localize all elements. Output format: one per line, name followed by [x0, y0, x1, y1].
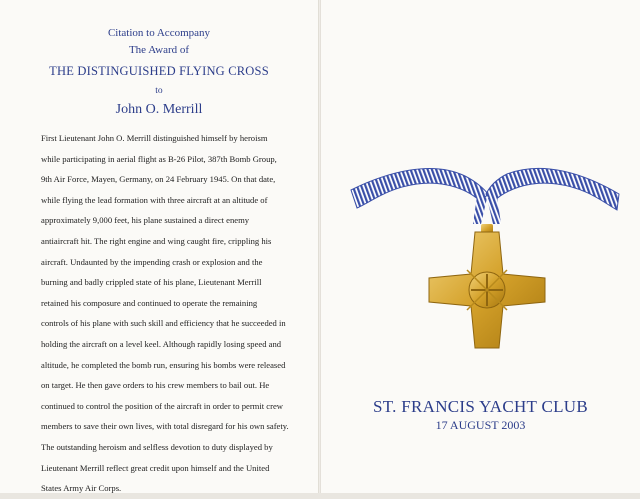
citation-line: The outstanding heroism and selfless devotion to duty displayed by [41, 441, 273, 452]
citation-line: retained his composure and continued to operate the remaining [41, 297, 258, 308]
event-date: 17 AUGUST 2003 [435, 418, 526, 432]
citation-line: altitude, he completed the bomb run, ensuring his bombs were released [41, 359, 286, 370]
citation-line: on target. He then gave orders to his crew members to bail out. He [41, 380, 270, 391]
citation-line: controls of his plane with such skill and efficiency that he succeeded in [41, 318, 286, 329]
award-title: THE DISTINGUISHED FLYING CROSS [49, 64, 269, 78]
citation-line: antiaircraft hit. The right engine and wing caught fire, crippling his [41, 235, 272, 246]
club-name: ST. FRANCIS YACHT CLUB [372, 397, 589, 416]
recipient-name: John O. Merrill [115, 102, 203, 117]
citation-page [0, 0, 318, 493]
citation-line: States Army Air Corps. [41, 483, 122, 494]
citation-line: burning and badly crippled state of his plane, Lieutenant Merrill [41, 277, 262, 288]
citation-line: 9th Air Force, Mayen, Germany, on 24 February 1945. On that date, [41, 174, 276, 185]
award-of-line: The Award of [128, 44, 190, 56]
citation-line: while participating in aerial flight as B-26 Pilot, 387th Bomb Group, [41, 153, 277, 164]
ribbon-left [351, 169, 488, 208]
citation-line: members to save their own lives, with total disregard for his own safety. [41, 421, 289, 432]
citation-line: Lieutenant Merrill reflect great credit upon himself and the United [41, 462, 270, 473]
gold-cross [429, 232, 545, 348]
distinguished-flying-cross-medal-icon [347, 150, 623, 365]
citation-line: holding the aircraft on a level keel. Although rapidly losing speed and [41, 338, 282, 349]
to-line: to [155, 86, 163, 96]
citation-body [41, 128, 303, 499]
citation-line: approximately 9,000 feet, his plane sustained a direct enemy [41, 215, 250, 226]
citation-intro: Citation to Accompany [107, 27, 211, 39]
citation-line: while flying the lead formation with three aircraft at an altitude of [41, 194, 268, 205]
citation-line: First Lieutenant John O. Merrill distinguished himself by heroism [41, 133, 268, 143]
citation-line: continued to control the position of the aircraft in order to permit crew [41, 400, 283, 411]
citation-line: aircraft. Undaunted by the impending crash or explosion and the [41, 256, 263, 267]
ribbon-right [486, 168, 619, 210]
